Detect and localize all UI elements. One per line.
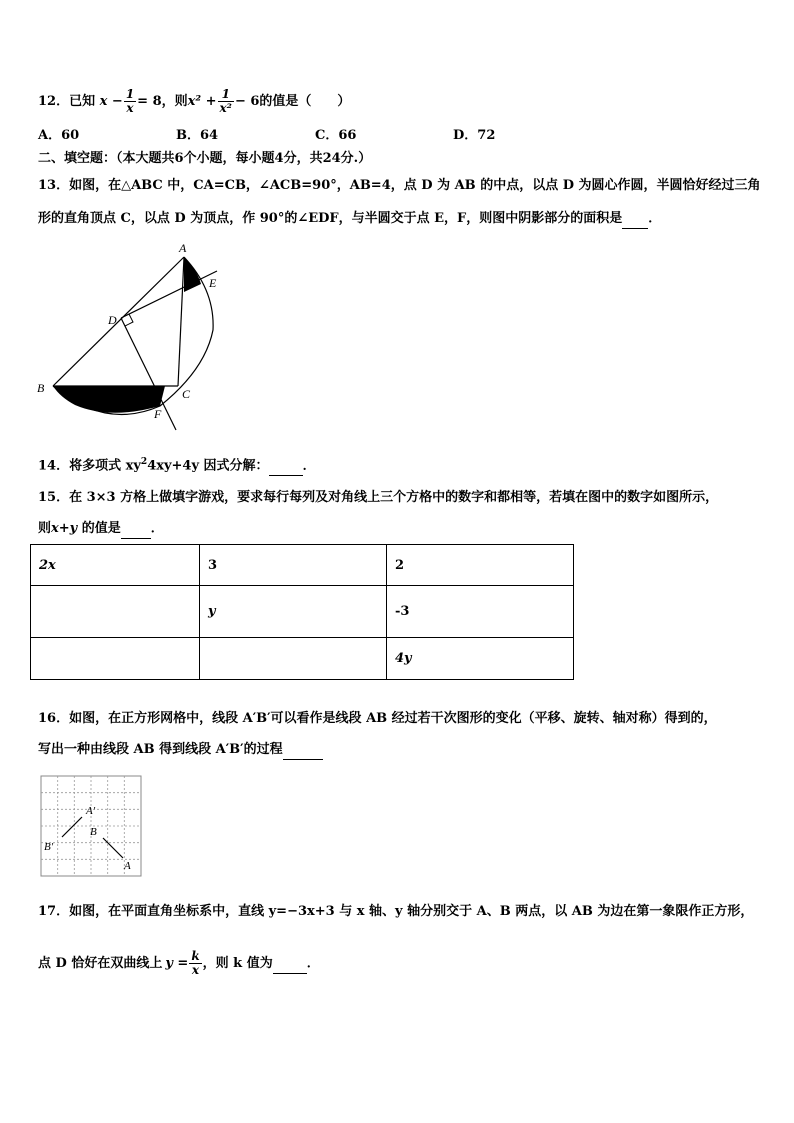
q13-line2	[38, 210, 661, 229]
q16-label-b1: B′	[44, 841, 54, 853]
q12-frac2	[218, 88, 234, 115]
q12-line	[38, 88, 350, 115]
q16-answer-blank[interactable]	[283, 741, 323, 760]
q14-answer-blank[interactable]	[269, 457, 303, 476]
q13-line2-text: 形的直角顶点 C，以点 D 为顶点，作 90°的∠EDF，与半圆交于点 E，F，则图中阴影部分的面积是	[38, 211, 623, 226]
q16-segment-a1b1	[62, 817, 82, 837]
q15-cell	[31, 586, 200, 638]
q17-line2-y: y =	[165, 956, 189, 971]
q12-frac1-num: 1	[125, 87, 135, 101]
q15-line2	[38, 520, 164, 539]
q17-line2	[38, 950, 320, 977]
q15-cell: y	[200, 586, 387, 638]
q14-sup: 2	[140, 457, 148, 467]
q12-number: 12．	[38, 94, 70, 109]
q16-grid-figure	[40, 775, 144, 879]
q12-frac2-den: x²	[219, 101, 232, 115]
q12-frac1	[124, 88, 136, 115]
q15-row-3	[31, 638, 574, 680]
q15-row-2	[31, 586, 574, 638]
q12-frac2-num: 1	[218, 88, 234, 102]
q13-ray-df	[121, 318, 176, 430]
q17-answer-blank[interactable]	[273, 955, 307, 974]
q15-cell	[200, 638, 387, 680]
q12-option-b: B．64	[176, 128, 219, 143]
q17-line1: 17．如图，在平面直角坐标系中，直线 y=−3x+3 与 x 轴、y 轴分别交于 A、B 两点，以 AB 为边在第一象限作正方形，	[38, 904, 754, 919]
q13-shade-bottom	[53, 386, 165, 413]
q13-answer-blank[interactable]	[622, 210, 648, 229]
q15-row-1	[31, 545, 574, 586]
q17-line2-end: ．	[306, 956, 320, 971]
q15-line2-pre: 则	[38, 521, 52, 536]
q15-cell: 2x	[31, 545, 200, 586]
q14-post: ．	[302, 458, 316, 474]
q16-label-b: B	[90, 826, 97, 838]
q16-line2-text: 写出一种由线段 AB 得到线段 A′B′的过程	[38, 742, 283, 757]
q13-segment-ab	[53, 257, 184, 386]
q15-line2-mid: 的值是	[77, 521, 121, 536]
q12-option-c: C．66	[315, 128, 357, 143]
q13-label-c: C	[182, 387, 191, 401]
q12-option-d: D．72	[453, 128, 496, 143]
q15-magic-square	[30, 544, 574, 680]
q15-line1: 15．在 3×3 方格上做填字游戏，要求每行每列及对角线上三个方格中的数字和都相等，若填在图中的数字如图所示，	[38, 490, 719, 505]
q16-label-a: A	[124, 860, 131, 872]
q14-line	[38, 453, 316, 476]
q15-cell: 2	[387, 545, 574, 586]
section2-heading: 二、填空题：（本大题共6个小题，每小题4分，共24分.）	[38, 151, 372, 166]
q15-cell: 3	[200, 545, 387, 586]
q12-expr1-post: = 8	[137, 94, 162, 109]
q17-line2-pre: 点 D 恰好在双曲线上	[38, 956, 163, 971]
q13-label-d: D	[108, 313, 117, 327]
q15-line2-var: x+y	[51, 521, 78, 536]
q12-frac1-den: x	[126, 101, 134, 115]
q14-mid: 4xy+4y 因式分解：	[147, 458, 269, 474]
q16-label-a1: A′	[86, 805, 96, 817]
q16-line2	[38, 741, 323, 760]
q12-post: 的值是（ ）	[259, 94, 351, 109]
q16-segment-ab	[103, 838, 123, 858]
q13-line1: 13．如图，在△ABC 中，CA=CB，∠ACB=90°，AB=4，点 D 为 AB 的中点，以点 D 为圆心作圆，半圆恰好经过三角	[38, 178, 761, 193]
q12-expr2-pre: x² +	[187, 94, 217, 109]
q15-line2-post: ．	[150, 521, 164, 536]
q13-line2-end: ．	[648, 211, 662, 226]
q13-figure	[35, 240, 225, 435]
q12-pre: 已知	[69, 94, 96, 109]
q15-cell: 4y	[387, 638, 574, 680]
q12-expr1-pre: x −	[99, 94, 123, 109]
q13-label-a: A	[179, 241, 187, 255]
q17-frac-num: k	[191, 949, 200, 963]
q13-label-b: B	[37, 381, 45, 395]
q12-expr2-post: − 6	[234, 94, 260, 109]
q16-line1: 16．如图，在正方形网格中，线段 A′B′可以看作是线段 AB 经过若干次图形的变化（平移、旋转、轴对称）得到的，	[38, 711, 717, 726]
q12-option-a: A．60	[38, 128, 80, 143]
q15-answer-blank[interactable]	[121, 520, 151, 539]
q13-label-e: E	[209, 276, 217, 290]
q13-ray-de	[121, 271, 217, 318]
q17-line2-post: ，则 k 值为	[202, 956, 273, 971]
q17-frac-den: x	[191, 963, 200, 977]
q13-label-f: F	[154, 407, 162, 421]
q12-mid: ，则	[161, 94, 188, 109]
q13-segment-ac	[178, 257, 184, 386]
q15-cell: -3	[387, 586, 574, 638]
q15-cell	[31, 638, 200, 680]
q14-pre: 14．将多项式 xy	[38, 458, 141, 474]
q17-frac	[189, 950, 201, 977]
